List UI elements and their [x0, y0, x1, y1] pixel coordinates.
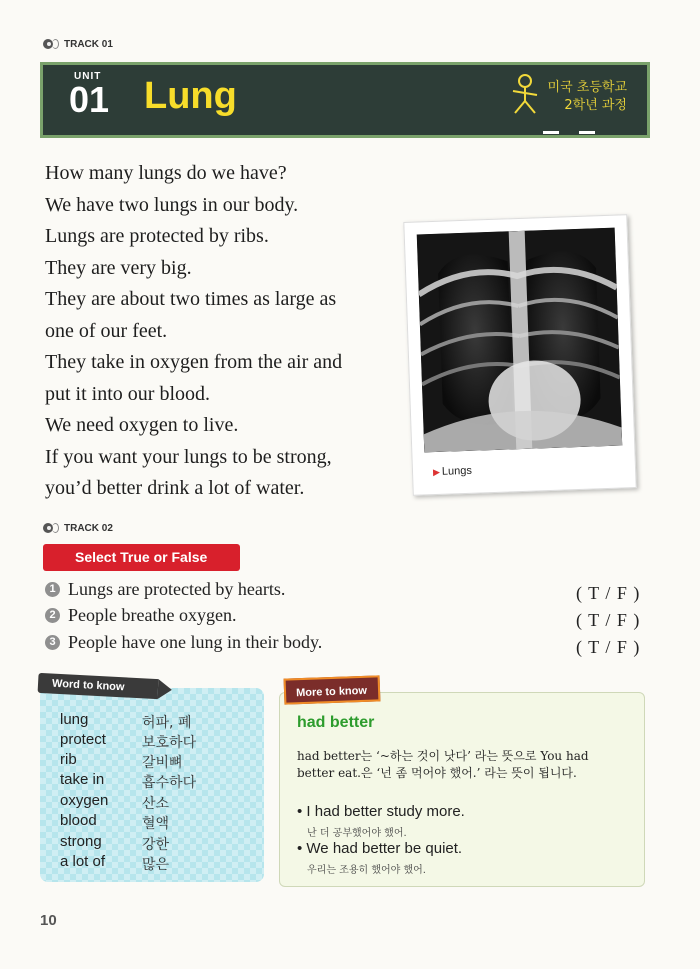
page-number: 10 [40, 912, 57, 929]
reading-line: We need oxygen to live. [45, 414, 239, 436]
more-to-know-description: had better는 ‘~하는 것이 낫다’ 라는 뜻으로 You had better eat.은 ‘넌 좀 먹어야 했어.’ 라는 뜻이 됩니다. [297, 749, 589, 780]
more-to-know-heading: had better [297, 714, 375, 731]
reading-passage [45, 158, 342, 505]
vocab-meaning: 산소 [142, 796, 170, 812]
grade-note-line2: 2학년 과정 [564, 98, 627, 113]
unit-banner [40, 62, 650, 138]
reading-line: If you want your lungs to be strong, [45, 445, 332, 468]
lungs-photo [403, 214, 636, 496]
track-02-label [43, 522, 113, 534]
reading-line: They are very big. [45, 256, 192, 279]
dash-decoration [543, 131, 595, 134]
track-01-text: TRACK 01 [64, 38, 113, 50]
vocab-meaning: 많은 [142, 857, 170, 873]
vocab-meaning: 갈비뼈 [142, 755, 183, 771]
vocab-meaning: 흡수하다 [142, 775, 197, 791]
vocab-meaning: 보호하다 [142, 735, 197, 751]
reading-line: How many lungs do we have? [45, 162, 287, 184]
unit-number: 01 [69, 79, 110, 120]
question-text: People breathe oxygen. [68, 605, 237, 625]
reading-line: put it into our blood. [45, 382, 210, 405]
grade-note [548, 79, 627, 115]
tf-question [45, 579, 285, 600]
track-01-label [43, 38, 113, 50]
question-text: People have one lung in their body. [68, 632, 323, 652]
vocab-word: lung [60, 711, 89, 728]
vocab-word: blood [60, 812, 97, 829]
vocab-meaning: 강한 [142, 837, 170, 853]
vocab-word: strong [60, 833, 102, 850]
reading-line: They are about two times as large as [45, 288, 337, 310]
vocab-meaning: 허파, 폐 [142, 715, 192, 731]
reading-line: We have two lungs in our body. [45, 193, 299, 216]
photo-caption-text: Lungs [441, 464, 473, 478]
question-number: 3 [45, 635, 60, 650]
unit-label: UNIT [74, 71, 102, 82]
cd-icon [43, 522, 59, 534]
reading-line: one of our feet. [45, 319, 168, 342]
tf-question [45, 605, 236, 626]
reading-line: you’d better drink a lot of water. [45, 477, 305, 499]
vocab-meaning: 혈액 [142, 816, 170, 832]
photo-caption [433, 465, 472, 478]
more-to-know-title: More to know [284, 675, 381, 704]
vocab-word: oxygen [60, 792, 109, 809]
reading-line: Lungs are protected by ribs. [45, 225, 269, 247]
grade-note-line1: 미국 초등학교 [547, 80, 627, 95]
stick-figure-icon [507, 73, 543, 117]
tf-answer-choice[interactable]: ( T / F ) [576, 637, 641, 657]
question-number: 1 [45, 582, 60, 597]
tf-question [45, 632, 322, 653]
example-translation: 난 더 공부했어야 했어. [307, 828, 407, 839]
tf-section-title: Select True or False [43, 544, 240, 571]
reading-line: They take in oxygen from the air and [45, 351, 343, 373]
vocab-word: protect [60, 731, 106, 748]
vocab-word: rib [60, 751, 77, 768]
xray-image [417, 228, 622, 453]
example-sentence: • We had better be quiet. [297, 840, 463, 857]
triangle-icon: ▶ [432, 466, 441, 478]
example-translation: 우리는 조용히 했어야 했어. [307, 865, 426, 876]
cd-icon [43, 38, 59, 50]
vocab-word: take in [60, 771, 105, 788]
track-02-text: TRACK 02 [64, 522, 113, 534]
question-text: Lungs are protected by hearts. [68, 579, 286, 599]
example-sentence: • I had better study more. [297, 803, 465, 820]
page-title: Lung [144, 75, 237, 117]
question-number: 2 [45, 608, 60, 623]
vocab-word: a lot of [60, 853, 106, 870]
word-to-know-title: Word to know [38, 673, 159, 699]
tf-answer-choice[interactable]: ( T / F ) [576, 583, 641, 603]
tf-answer-choice[interactable]: ( T / F ) [576, 610, 641, 630]
